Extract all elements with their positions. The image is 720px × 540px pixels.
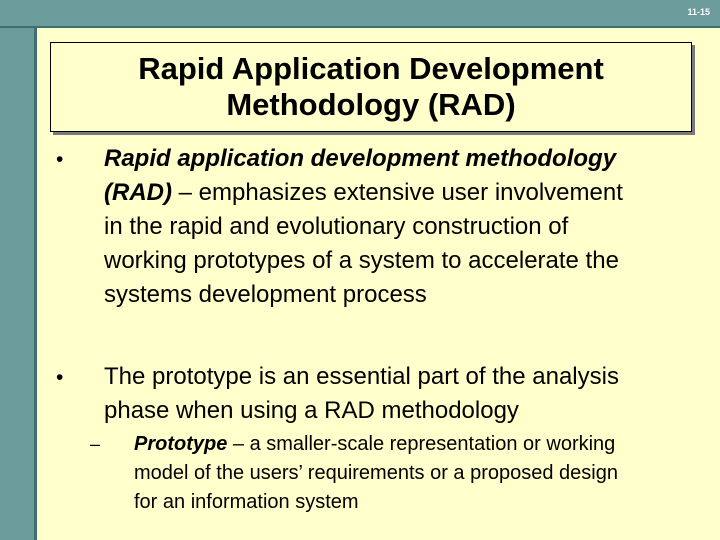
rad-term-line-1: Rapid application development methodology [104,145,617,172]
top-frame-bar-inner [0,0,720,28]
page-number: 11-15 [687,7,710,17]
sub-bullet-line-1 [134,430,718,459]
prototype-term: Prototype [134,433,228,455]
title-box [50,42,692,132]
left-frame-bar [0,28,34,540]
rad-definition-line-2: in the rapid and evolutionary construction of [104,213,569,240]
bullet-marker-1: • [56,148,64,171]
prototype-definition-line-2: model of the users’ requirements or a proposed design [134,462,618,484]
bullet-1 [104,142,714,312]
title-line-2: Methodology (RAD) [226,87,516,122]
bullet-2 [104,360,714,428]
prototype-definition-line-1: – a smaller-scale representation or working [227,433,616,455]
sub-bullet-marker: – [90,434,101,454]
sub-bullet-prototype [134,430,718,517]
bullet-2-line-2: phase when using a RAD methodology [104,397,519,424]
rad-definition-line-1: – emphasizes extensive user involvement [171,179,623,206]
slide-title [51,51,691,123]
rad-definition-line-3: working prototypes of a system to accelerate the [104,247,619,274]
bullet-marker-2: • [56,366,64,389]
bullet-1-line-2 [104,176,714,210]
bullet-1-line-1 [104,142,714,176]
top-frame-bar [0,0,720,28]
title-line-1: Rapid Application Development [138,51,604,86]
prototype-definition-line-3: for an information system [134,491,359,513]
rad-term-line-2: (RAD) [104,179,172,206]
bullet-2-line-1: The prototype is an essential part of the analysis [104,363,619,390]
rad-definition-line-4: systems development process [104,281,427,308]
left-frame-shadow [34,28,37,540]
